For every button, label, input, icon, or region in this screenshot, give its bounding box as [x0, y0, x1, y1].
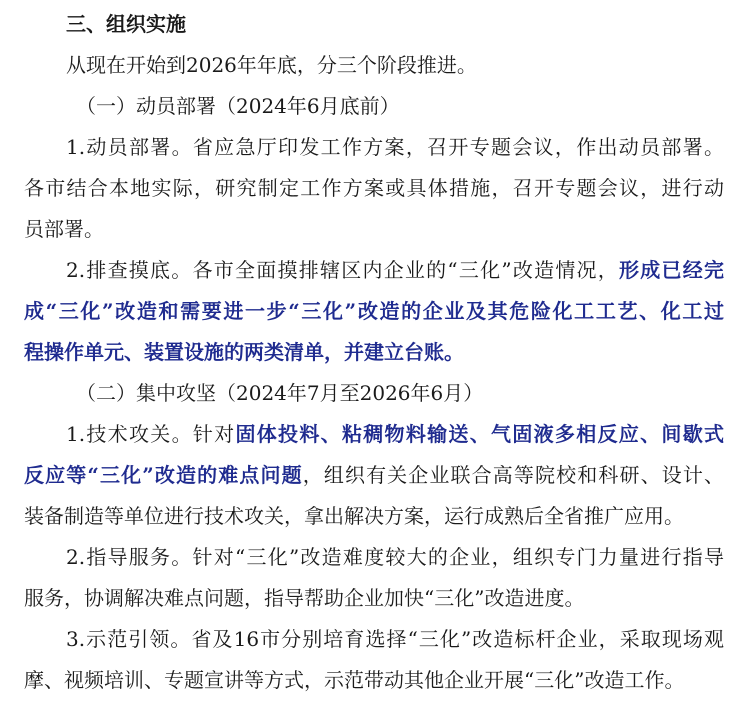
phase1-item1-line1: 1.动员部署。省应急厅印发工作方案，召开专题会议，作出动员部署。: [66, 135, 724, 159]
phase2-item1-line2: [24, 455, 724, 496]
phase2-item3-line2: 摩、视频培训、专题宣讲等方式，示范带动其他企业开展“三化”改造工作。: [24, 668, 685, 692]
phase2-item1-highlight-start: 固体投料、粘稠物料输送、气固液多相反应、间歇式: [235, 422, 724, 446]
phase2-item2-paragraph: [24, 537, 724, 619]
phase2-item1-highlight-end: 反应等“三化”改造的难点问题: [24, 463, 303, 487]
phase2-item1-paragraph: [24, 414, 724, 537]
phase2-item1-line3: 装备制造等单位进行技术攻关，拿出解决方案，运行成熟后全省推广应用。: [24, 504, 684, 528]
phase1-item2-line3: 程操作单元、装置设施的两类清单，并建立台账。: [24, 340, 464, 364]
phase1-item1-line2: 各市结合本地实际，研究制定工作方案或具体措施，召开专题会议，进行动: [24, 176, 724, 200]
section-heading: 三、组织实施: [66, 12, 186, 36]
phase2-item1-line1: [24, 414, 724, 455]
phase2-item3-line1: 3.示范引领。省及16市分别培育选择“三化”改造标杆企业，采取现场观: [66, 627, 724, 651]
phase1-item2-line2: 成“三化”改造和需要进一步“三化”改造的企业及其危险化工工艺、化工过: [24, 299, 724, 323]
phase1-item1-line3: 员部署。: [24, 217, 104, 241]
phase1-title: （一）动员部署（2024年6月底前）: [76, 94, 400, 118]
phase2-item3-paragraph: [24, 619, 724, 701]
phase1-item1-paragraph: [24, 127, 724, 250]
phase1-item2-paragraph: [24, 250, 724, 373]
intro-paragraph: 从现在开始到2026年年底，分三个阶段推进。: [66, 53, 477, 77]
phase2-item1-text: 1.技术攻关。针对: [66, 422, 236, 446]
phase1-item2-text: 2.排查摸底。各市全面摸排辖区内企业的“三化”改造情况，: [66, 258, 620, 282]
phase2-item1-text-cont: ，组织有关企业联合高等院校和科研、设计、: [302, 463, 724, 487]
phase1-item2-line1: [24, 250, 724, 291]
phase2-title: （二）集中攻坚（2024年7月至2026年6月）: [76, 381, 484, 405]
phase2-item2-line1: 2.指导服务。针对“三化”改造难度较大的企业，组织专门力量进行指导: [66, 545, 724, 569]
phase2-item2-line2: 服务，协调解决难点问题，指导帮助企业加快“三化”改造进度。: [24, 586, 585, 610]
phase1-item2-highlight-start: 形成已经完: [619, 258, 724, 282]
